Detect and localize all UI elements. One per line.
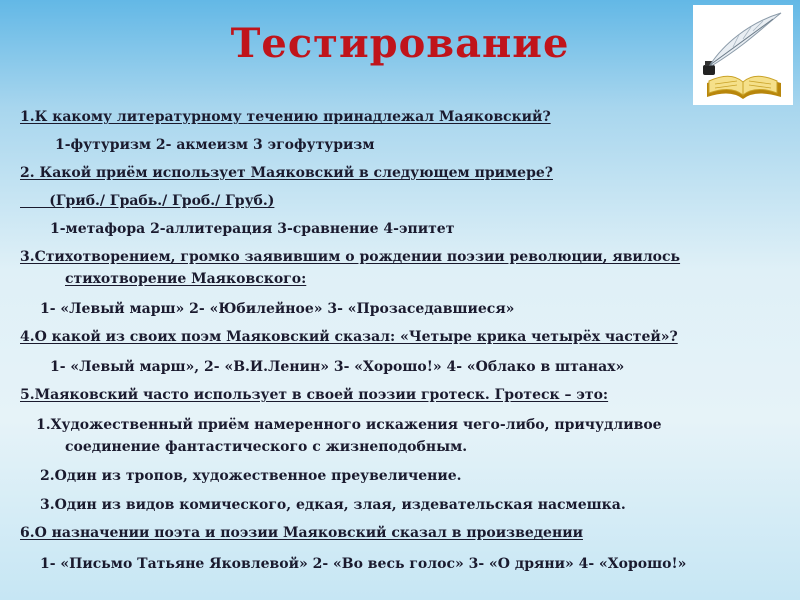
question-5-option-1-line-2: соединение фантастического с жизнеподобным.	[65, 439, 468, 455]
slide-title: Тестирование	[230, 20, 570, 67]
question-5-option-2: 2.Один из тропов, художественное преувеличение.	[40, 468, 462, 484]
question-4: 4.О какой из своих поэм Маяковский сказал: «Четыре крика четырёх частей»?	[20, 329, 678, 345]
question-1: 1.К какому литературному течению принадлежал Маяковский?	[20, 109, 551, 125]
question-5: 5.Маяковский часто использует в своей поэзии гротеск. Гротеск – это:	[20, 387, 609, 403]
question-5-option-3: 3.Один из видов комического, едкая, злая, издевательская насмешка.	[40, 497, 626, 513]
question-3-options: 1- «Левый марш» 2- «Юбилейное» 3- «Прозаседавшиеся»	[40, 301, 515, 317]
question-2-example: (Гриб./ Грабь./ Гроб./ Груб.)	[20, 193, 275, 209]
question-6: 6.О назначении поэта и поэзии Маяковский сказал в произведении	[20, 525, 583, 541]
question-5-option-1-line-1: 1.Художественный приём намеренного искажения чего-либо, причудливое	[36, 417, 662, 433]
question-1-options: 1-футуризм 2- акмеизм 3 эгофутуризм	[55, 137, 375, 153]
question-6-options: 1- «Письмо Татьяне Яковлевой» 2- «Во весь голос» 3- «О дряни» 4- «Хорошо!»	[40, 556, 687, 572]
question-3-line-1: 3.Стихотворением, громко заявившим о рождении поэзии революции, явилось	[20, 249, 681, 265]
question-2: 2. Какой приём использует Маяковский в следующем примере?	[20, 165, 553, 181]
question-4-options: 1- «Левый марш», 2- «В.И.Ленин» 3- «Хорошо!» 4- «Облако в штанах»	[50, 359, 625, 375]
question-2-options: 1-метафора 2-аллитерация 3-сравнение 4-эпитет	[50, 221, 455, 237]
question-3-line-2: стихотворение Маяковского:	[65, 271, 307, 287]
quill-and-book-icon	[693, 5, 793, 105]
